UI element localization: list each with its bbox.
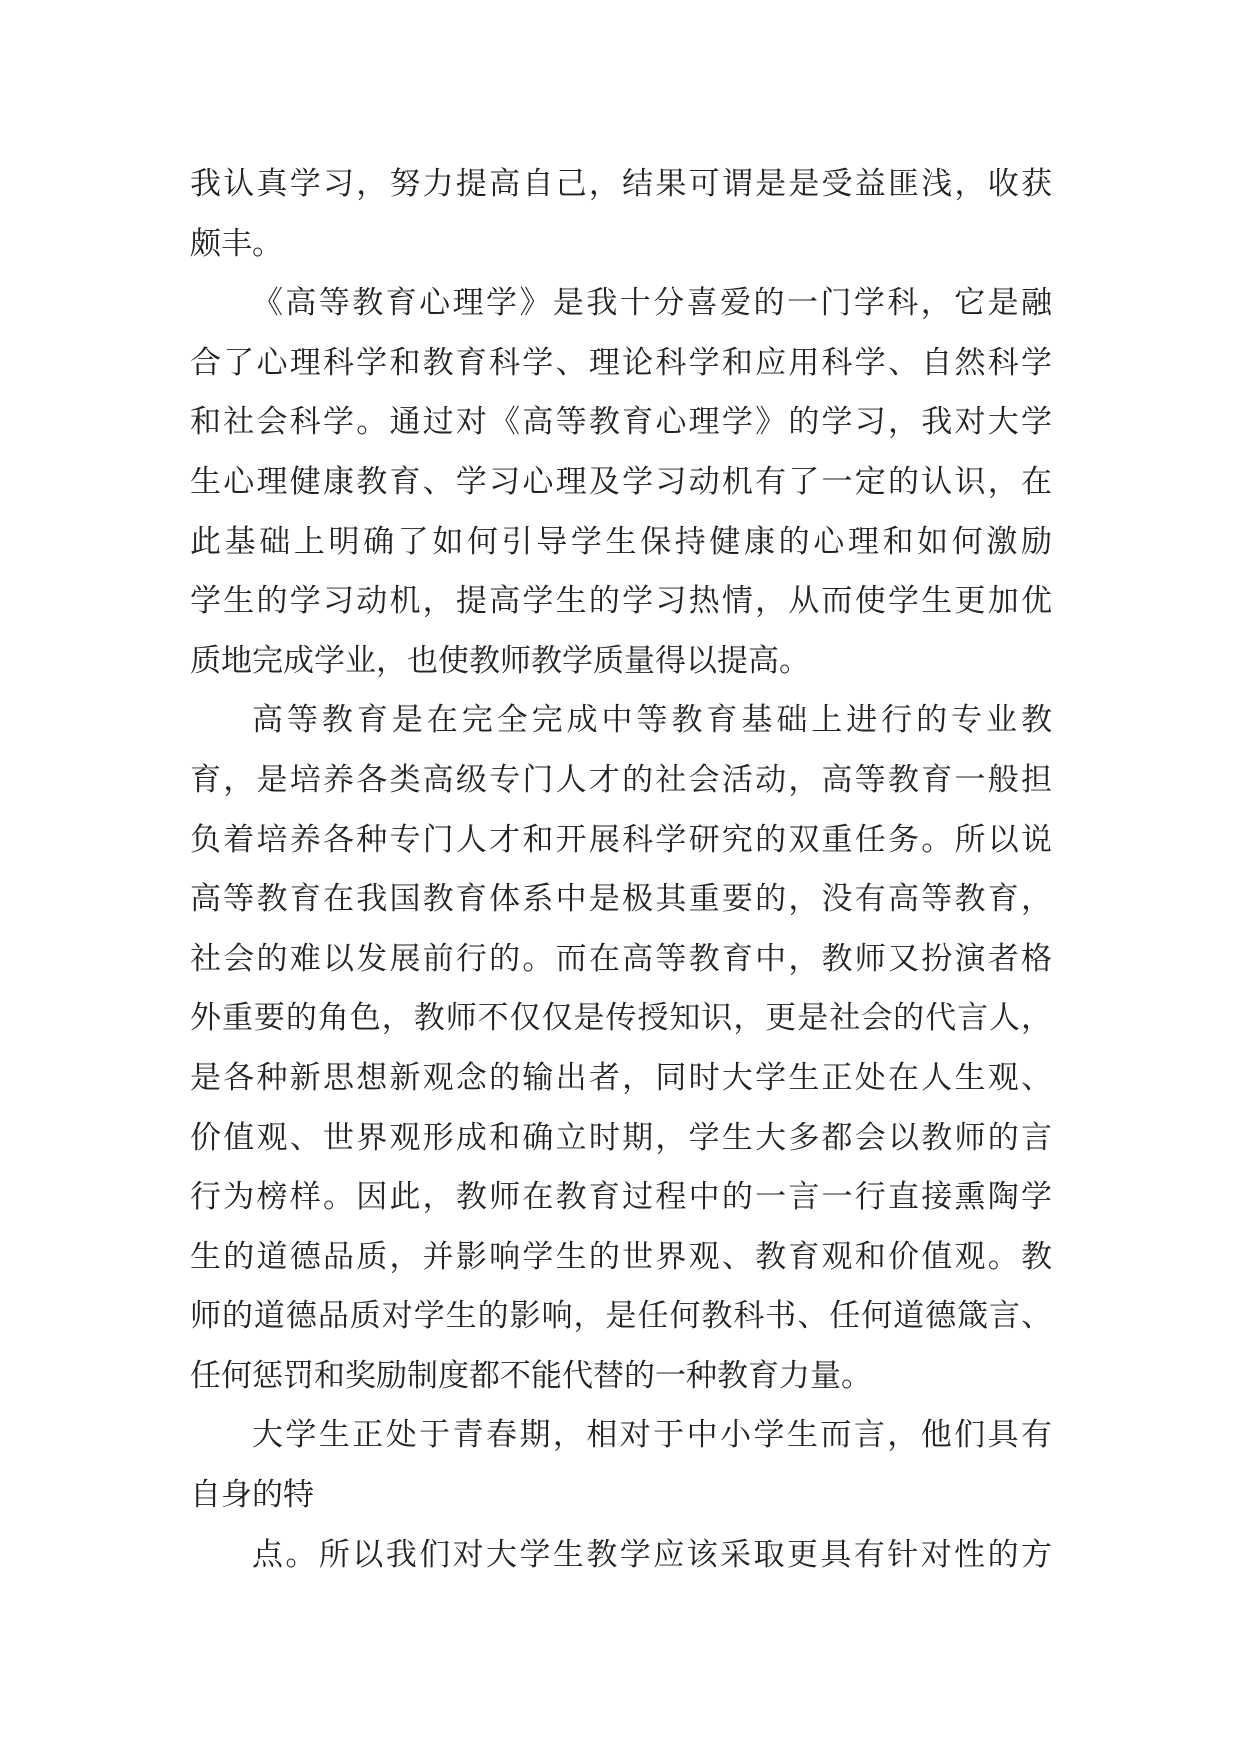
text-line: 任何惩罚和奖励制度都不能代替的一种教育力量。 <box>190 1357 872 1394</box>
text-line: 育，是培养各类高级专门人才的社会活动，高等教育一般担 <box>190 761 1052 798</box>
text-line: 生的道德品质，并影响学生的世界观、教育观和价值观。教 <box>190 1238 1052 1275</box>
text-line: 社会的难以发展前行的。而在高等教育中，教师又扮演者格 <box>190 940 1052 977</box>
body-text <box>190 155 1052 1585</box>
text-line: 外重要的角色，教师不仅仅是传授知识，更是社会的代言人， <box>190 1000 1052 1037</box>
text-line: 自身的特 <box>190 1477 314 1514</box>
text-line: 价值观、世界观形成和确立时期，学生大多都会以教师的言 <box>190 1119 1052 1156</box>
text-line: 生心理健康教育、学习心理及学习动机有了一定的认识，在 <box>190 463 1052 500</box>
text-line: 高等教育在我国教育体系中是极其重要的，没有高等教育， <box>190 881 1052 918</box>
paragraph-first-line: 《高等教育心理学》是我十分喜爱的一门学科，它是融 <box>252 285 1052 322</box>
text-line: 负着培养各种专门人才和开展科学研究的双重任务。所以说 <box>190 821 1052 858</box>
paragraph-first-line: 点。所以我们对大学生教学应该采取更具有针对性的方 <box>252 1536 1052 1573</box>
paragraph-first-line: 大学生正处于青春期，相对于中小学生而言，他们具有 <box>252 1417 1052 1454</box>
text-line: 和社会科学。通过对《高等教育心理学》的学习，我对大学 <box>190 404 1052 441</box>
text-line: 此基础上明确了如何引导学生保持健康的心理和如何激励 <box>190 523 1052 560</box>
text-line: 学生的学习动机，提高学生的学习热情，从而使学生更加优 <box>190 583 1052 620</box>
text-line: 行为榜样。因此，教师在教育过程中的一言一行直接熏陶学 <box>190 1179 1052 1216</box>
text-line: 师的道德品质对学生的影响，是任何教科书、任何道德箴言、 <box>190 1298 1052 1335</box>
paragraph-first-line: 高等教育是在完全完成中等教育基础上进行的专业教 <box>252 702 1052 739</box>
text-line: 质地完成学业，也使教师教学质量得以提高。 <box>190 642 810 679</box>
text-line: 我认真学习，努力提高自己，结果可谓是是受益匪浅，收获 <box>190 166 1052 202</box>
text-line: 合了心理科学和教育科学、理论科学和应用科学、自然科学 <box>190 344 1052 381</box>
text-line: 是各种新思想新观念的输出者，同时大学生正处在人生观、 <box>190 1059 1052 1096</box>
text-line: 颇丰。 <box>190 225 283 262</box>
